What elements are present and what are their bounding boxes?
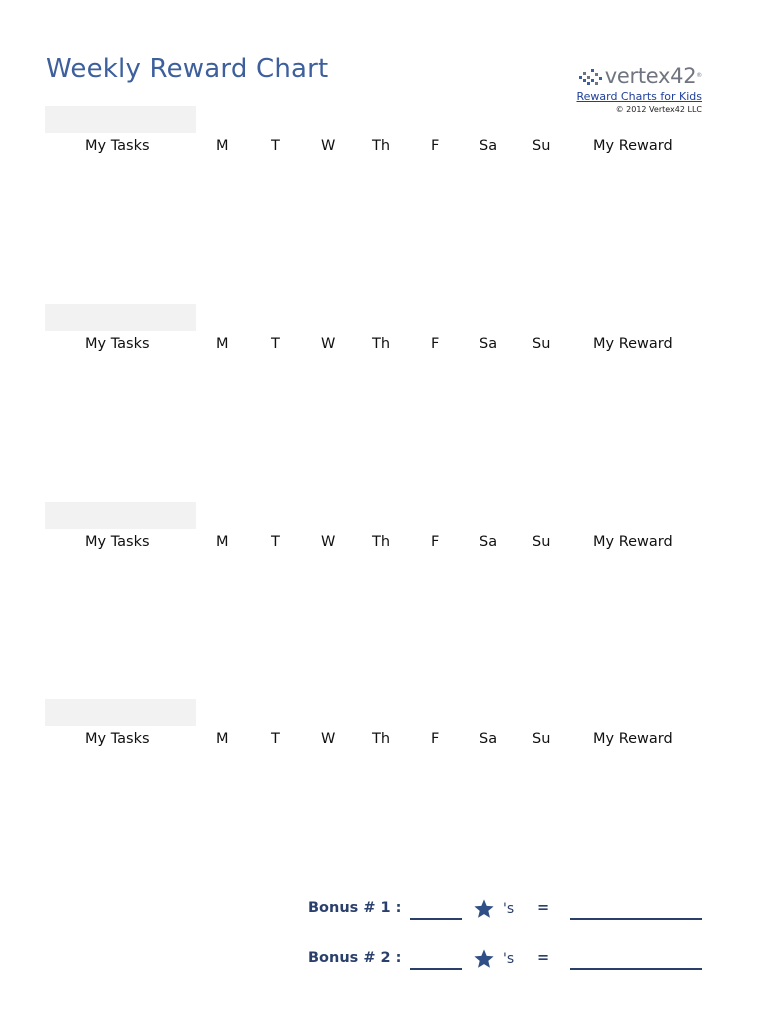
- bonus-label: Bonus # 1 :: [308, 900, 402, 916]
- equals-sign: =: [537, 900, 550, 916]
- day-header-friday: F: [431, 534, 440, 550]
- copyright-text: © 2012 Vertex42 LLC: [615, 105, 702, 114]
- bonus-row-2: [308, 950, 708, 976]
- equals-sign: =: [537, 950, 550, 966]
- my-reward-header: My Reward: [593, 731, 673, 747]
- stars-suffix: 's: [503, 951, 515, 967]
- day-header-wednesday: W: [321, 336, 336, 352]
- page-title: Weekly Reward Chart: [46, 54, 329, 84]
- day-header-saturday: Sa: [479, 138, 498, 154]
- my-reward-header: My Reward: [593, 336, 673, 352]
- bonus-reward-blank[interactable]: [570, 968, 702, 970]
- day-header-thursday: Th: [372, 731, 391, 747]
- day-header-tuesday: T: [271, 336, 280, 352]
- day-header-saturday: Sa: [479, 534, 498, 550]
- task-section-3: [45, 502, 705, 702]
- reward-charts-link[interactable]: Reward Charts for Kids: [576, 90, 702, 103]
- task-section-2: [45, 304, 705, 504]
- task-section-4: [45, 699, 705, 899]
- day-header-tuesday: T: [271, 731, 280, 747]
- day-header-friday: F: [431, 731, 440, 747]
- day-header-monday: M: [216, 534, 229, 550]
- day-header-wednesday: W: [321, 534, 336, 550]
- day-header-wednesday: W: [321, 138, 336, 154]
- day-header-thursday: Th: [372, 534, 391, 550]
- bonus-row-1: [308, 900, 708, 926]
- day-header-tuesday: T: [271, 534, 280, 550]
- day-header-sunday: Su: [532, 731, 551, 747]
- star-icon: [473, 898, 495, 920]
- child-name-field[interactable]: [45, 106, 196, 133]
- day-header-friday: F: [431, 336, 440, 352]
- my-tasks-header: My Tasks: [85, 336, 150, 352]
- bonus-star-count-blank[interactable]: [410, 918, 462, 920]
- vertex42-logo-icon: [577, 66, 603, 86]
- day-header-friday: F: [431, 138, 440, 154]
- day-header-sunday: Su: [532, 534, 551, 550]
- my-tasks-header: My Tasks: [85, 731, 150, 747]
- my-tasks-header: My Tasks: [85, 534, 150, 550]
- child-name-field[interactable]: [45, 304, 196, 331]
- task-section-1: [45, 106, 705, 306]
- day-header-sunday: Su: [532, 336, 551, 352]
- bonus-label: Bonus # 2 :: [308, 950, 402, 966]
- day-header-thursday: Th: [372, 336, 391, 352]
- day-header-wednesday: W: [321, 731, 336, 747]
- day-header-monday: M: [216, 138, 229, 154]
- day-header-sunday: Su: [532, 138, 551, 154]
- vertex42-wordmark: vertex42®: [604, 64, 702, 88]
- day-header-monday: M: [216, 731, 229, 747]
- child-name-field[interactable]: [45, 699, 196, 726]
- my-tasks-header: My Tasks: [85, 138, 150, 154]
- child-name-field[interactable]: [45, 502, 196, 529]
- day-header-saturday: Sa: [479, 336, 498, 352]
- my-reward-header: My Reward: [593, 138, 673, 154]
- day-header-saturday: Sa: [479, 731, 498, 747]
- day-header-tuesday: T: [271, 138, 280, 154]
- bonus-reward-blank[interactable]: [570, 918, 702, 920]
- my-reward-header: My Reward: [593, 534, 673, 550]
- day-header-thursday: Th: [372, 138, 391, 154]
- day-header-monday: M: [216, 336, 229, 352]
- vertex42-logo: [502, 64, 702, 88]
- star-icon: [473, 948, 495, 970]
- stars-suffix: 's: [503, 901, 515, 917]
- bonus-star-count-blank[interactable]: [410, 968, 462, 970]
